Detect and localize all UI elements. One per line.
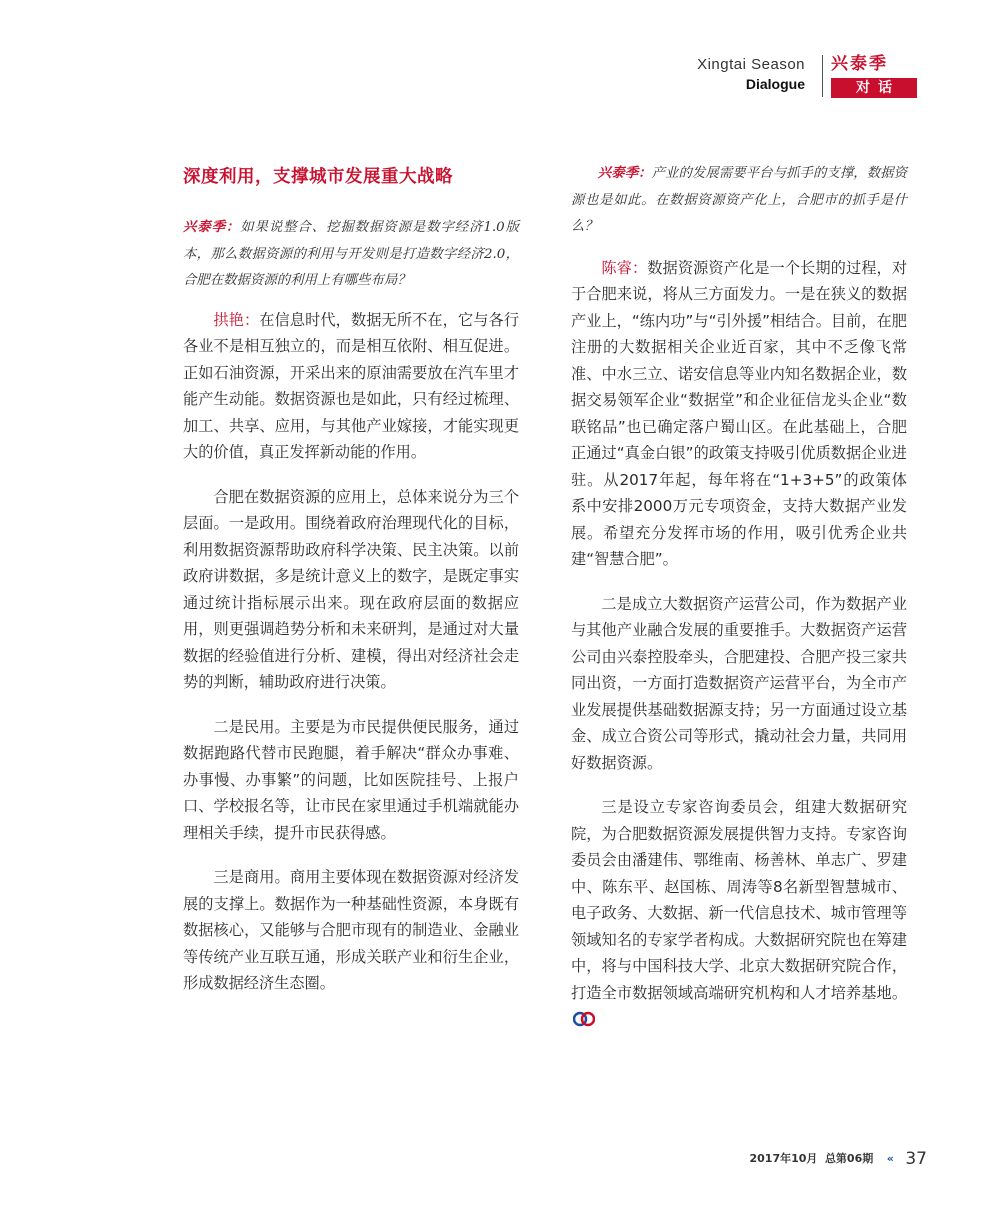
last-paragraph	[571, 794, 907, 1033]
answer-first-right	[571, 255, 907, 573]
paragraph: 二是成立大数据资产运营公司，作为数据产业与其他产业融合发展的重要推手。大数据资产运营公司由兴泰控股牵头，合肥建投、合肥产投三家共同出资，一方面打造数据资产运营平台，为全市产业发展提供基础数据源支持；另一方面通过设立基金、成立合资公司等形式，撬动社会力量，共同用好数据资源。	[571, 594, 907, 772]
header-divider	[822, 55, 823, 97]
right-column	[571, 160, 907, 1033]
header-english	[697, 56, 805, 92]
brand-tag: 对话	[831, 78, 917, 98]
question-text: 如果说整合、挖掘数据资源是数字经济1.0版本，那么数据资源的利用与开发则是打造数字经济2.0，合肥在数据资源的利用上有哪些布局？	[183, 220, 519, 288]
section-title: 深度利用，支撑城市发展重大战略	[183, 167, 453, 187]
paragraph: 二是民用。主要是为市民提供便民服务，通过数据跑路代替市民跑腿，着手解决“群众办事难、办事慢、办事繁”的问题，比如医院挂号、上报户口、学校报名等，让市民在家里通过手机端就能办理相关手续，提升市民获得感。	[183, 717, 519, 842]
footer-arrow-icon: «	[886, 1152, 894, 1165]
header-brand	[831, 52, 917, 98]
page-footer	[750, 1149, 928, 1169]
brand-logo-icon	[573, 1011, 595, 1027]
question-speaker: 兴泰季：	[183, 219, 241, 235]
paragraph: 三是商用。商用主要体现在数据资源对经济发展的支撑上。数据作为一种基础性资源，本身既有数据核心，又能够与合肥市现有的制造业、金融业等传统产业互联互通，形成关联产业和衍生企业，形成数据经济生态圈。	[183, 868, 519, 992]
question-right	[571, 160, 907, 241]
header-dialogue: Dialogue	[745, 76, 805, 92]
question-speaker: 兴泰季：	[597, 165, 652, 181]
answer-text: 在信息时代，数据无所不在，它与各行各业不是相互独立的，而是相互依附、相互促进。正如石油资源，开采出来的原油需要放在汽车里才能产生动能。数据资源也是如此，只有经过梳理、加工、共享、应用，与其他产业嫁接，才能实现更大的价值，真正发挥新动能的作用。	[183, 310, 520, 461]
question-left	[183, 214, 519, 295]
header-season: Xingtai Season	[697, 56, 805, 73]
footer-issue: 总第06期	[824, 1152, 874, 1165]
page-number: 37	[905, 1149, 927, 1169]
question-text: 产业的发展需要平台与抓手的支撑，数据资源也是如此。在数据资源资产化上，合肥市的抓手是什么？	[571, 166, 908, 234]
answer-text: 数据资源资产化是一个长期的过程，对于合肥来说，将从三方面发力。一是在狭义的数据产业上，“练内功”与“引外援”相结合。目前，在肥注册的大数据相关企业近百家，其中不乏像飞常准、中水三立、诺安信息等业内知名数据企业，数据交易领军企业“数据堂”和企业征信龙头企业“数联铭品”也已确定落户蜀山区。在此基础上，合肥正通过“真金白银”的政策支持吸引优质数据企业进驻。从2017年起，每年将在“1+3+5”的政策体系中安排2000万元专项资金，支持大数据产业发展。希望充分发挥市场的作用，吸引优秀企业共建“智慧合肥”。	[571, 258, 908, 568]
left-column	[183, 160, 519, 1015]
paragraph: 合肥在数据资源的应用上，总体来说分为三个层面。一是政用。围绕着政府治理现代化的目标，利用数据资源帮助政府科学决策、民主决策。以前政府讲数据，多是统计意义上的数字，是既定事实通过统计指标展示出来。现在政府层面的数据应用，则更强调趋势分析和未来研判，是通过对大量数据的经验值进行分析、建模，得出对经济社会走势的判断，辅助政府进行决策。	[183, 487, 519, 691]
brand-name: 兴泰季	[831, 54, 888, 74]
answer-speaker: 拱艳：	[213, 310, 260, 329]
footer-date: 2017年10月	[749, 1152, 818, 1165]
answer-first-left	[183, 307, 519, 466]
answer-speaker: 陈睿：	[601, 258, 648, 277]
last-paragraph-text: 三是设立专家咨询委员会，组建大数据研究院，为合肥数据资源发展提供智力支持。专家咨询委员会由潘建伟、鄂维南、杨善林、单志广、罗建中、陈东平、赵国栋、周涛等8名新型智慧城市、电子政务、大数据、新一代信息技术、城市管理等领域知名的专家学者构成。大数据研究院也在筹建中，将与中国科技大学、北京大数据研究院合作，打造全市数据领域高端研究机构和人才培养基地。	[571, 798, 907, 1002]
